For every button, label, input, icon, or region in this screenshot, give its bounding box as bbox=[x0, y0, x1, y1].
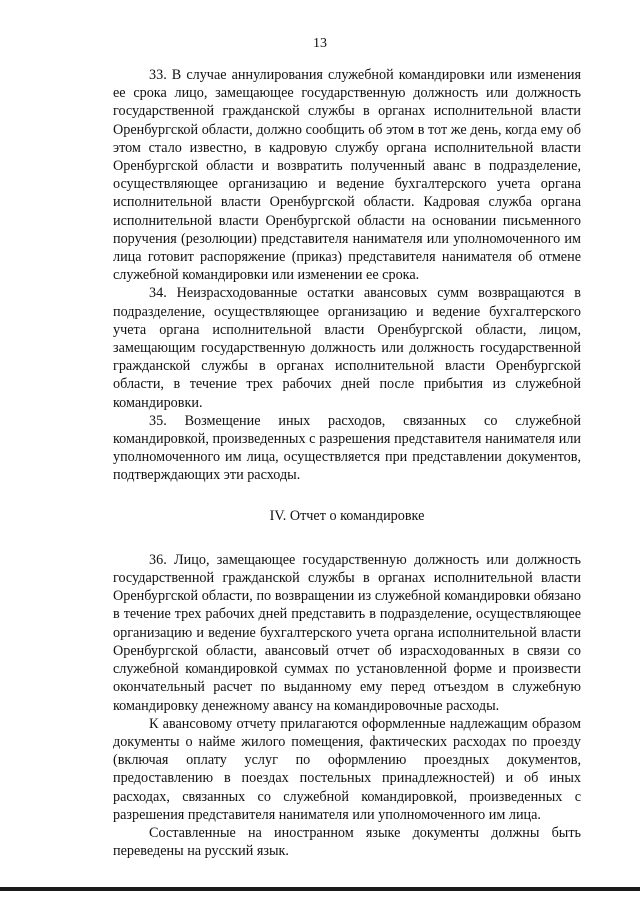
section-heading: IV. Отчет о командировке bbox=[269, 507, 425, 524]
paragraph-attachments: К авансовому отчету прилагаются оформленные надлежащим образом документы о найме жилого помещения, фактических расходах по проезду (включая оплату услуг по оформлению проездных документов, предоставлению в поездах постельных принадлежностей) и об иных расходах, связанных со служебной командировкой, произведенных с разрешения представителя нанимателя или уполномоченного им лица. bbox=[113, 715, 581, 823]
paragraph-translation: Составленные на иностранном языке документы должны быть переведены на русский язык. bbox=[113, 824, 581, 860]
paragraph-34: 34. Неизрасходованные остатки авансовых сумм возвращаются в подразделение, осуществляющее организацию и ведение бухгалтерского учета органа исполнительной власти Оренбургской области, лицом, замещающим государственную должность или должность государственной гражданской службы в органах исполнительной власти Оренбургской области, в течение трех рабочих дней после прибытия из служебной командировки. bbox=[113, 285, 581, 411]
bottom-edge-line bbox=[0, 887, 640, 891]
paragraph-36: 36. Лицо, замещающее государственную должность или должность государственной гражданской службы в органах исполнительной власти Оренбургской области, по возвращении из служебной командировки обязано в течение трех рабочих дней представить в подразделение, осуществляющее организацию и ведение бухгалтерского учета органа исполнительной власти Оренбургской области, авансовый отчет об израсходованных в связи со служебной командировкой суммах по установленной форме и произвести окончательный расчет по выданному ему перед отъездом в служебную командировку денежному авансу на командировочные расходы. bbox=[113, 551, 581, 714]
paragraph-35: 35. Возмещение иных расходов, связанных со служебной командировкой, произведенных с разрешения представителя нанимателя или уполномоченного им лица, осуществляется при представлении документов, подтверждающих эти расходы. bbox=[113, 412, 581, 484]
page-number: 13 bbox=[313, 36, 327, 51]
document-body bbox=[113, 66, 581, 860]
paragraph-33: 33. В случае аннулирования служебной командировки или изменения ее срока лицо, замещающее государственную должность или должность государственной гражданской службы в органах исполнительной власти Оренбургской области, должно сообщить об этом в тот же день, когда ему об этом стало известно, в кадровую службу органа исполнительной власти Оренбургской области и возвратить полученный аванс в подразделение, осуществляющее организацию и ведение бухгалтерского учета органа исполнительной власти Оренбургской области. Кадровая служба органа исполнительной власти Оренбургской области на основании письменного поручения (резолюции) представителя нанимателя или уполномоченного им лица готовит распоряжение (приказ) представителя нанимателя об отмене служебной командировки или изменении ее срока. bbox=[113, 67, 581, 284]
